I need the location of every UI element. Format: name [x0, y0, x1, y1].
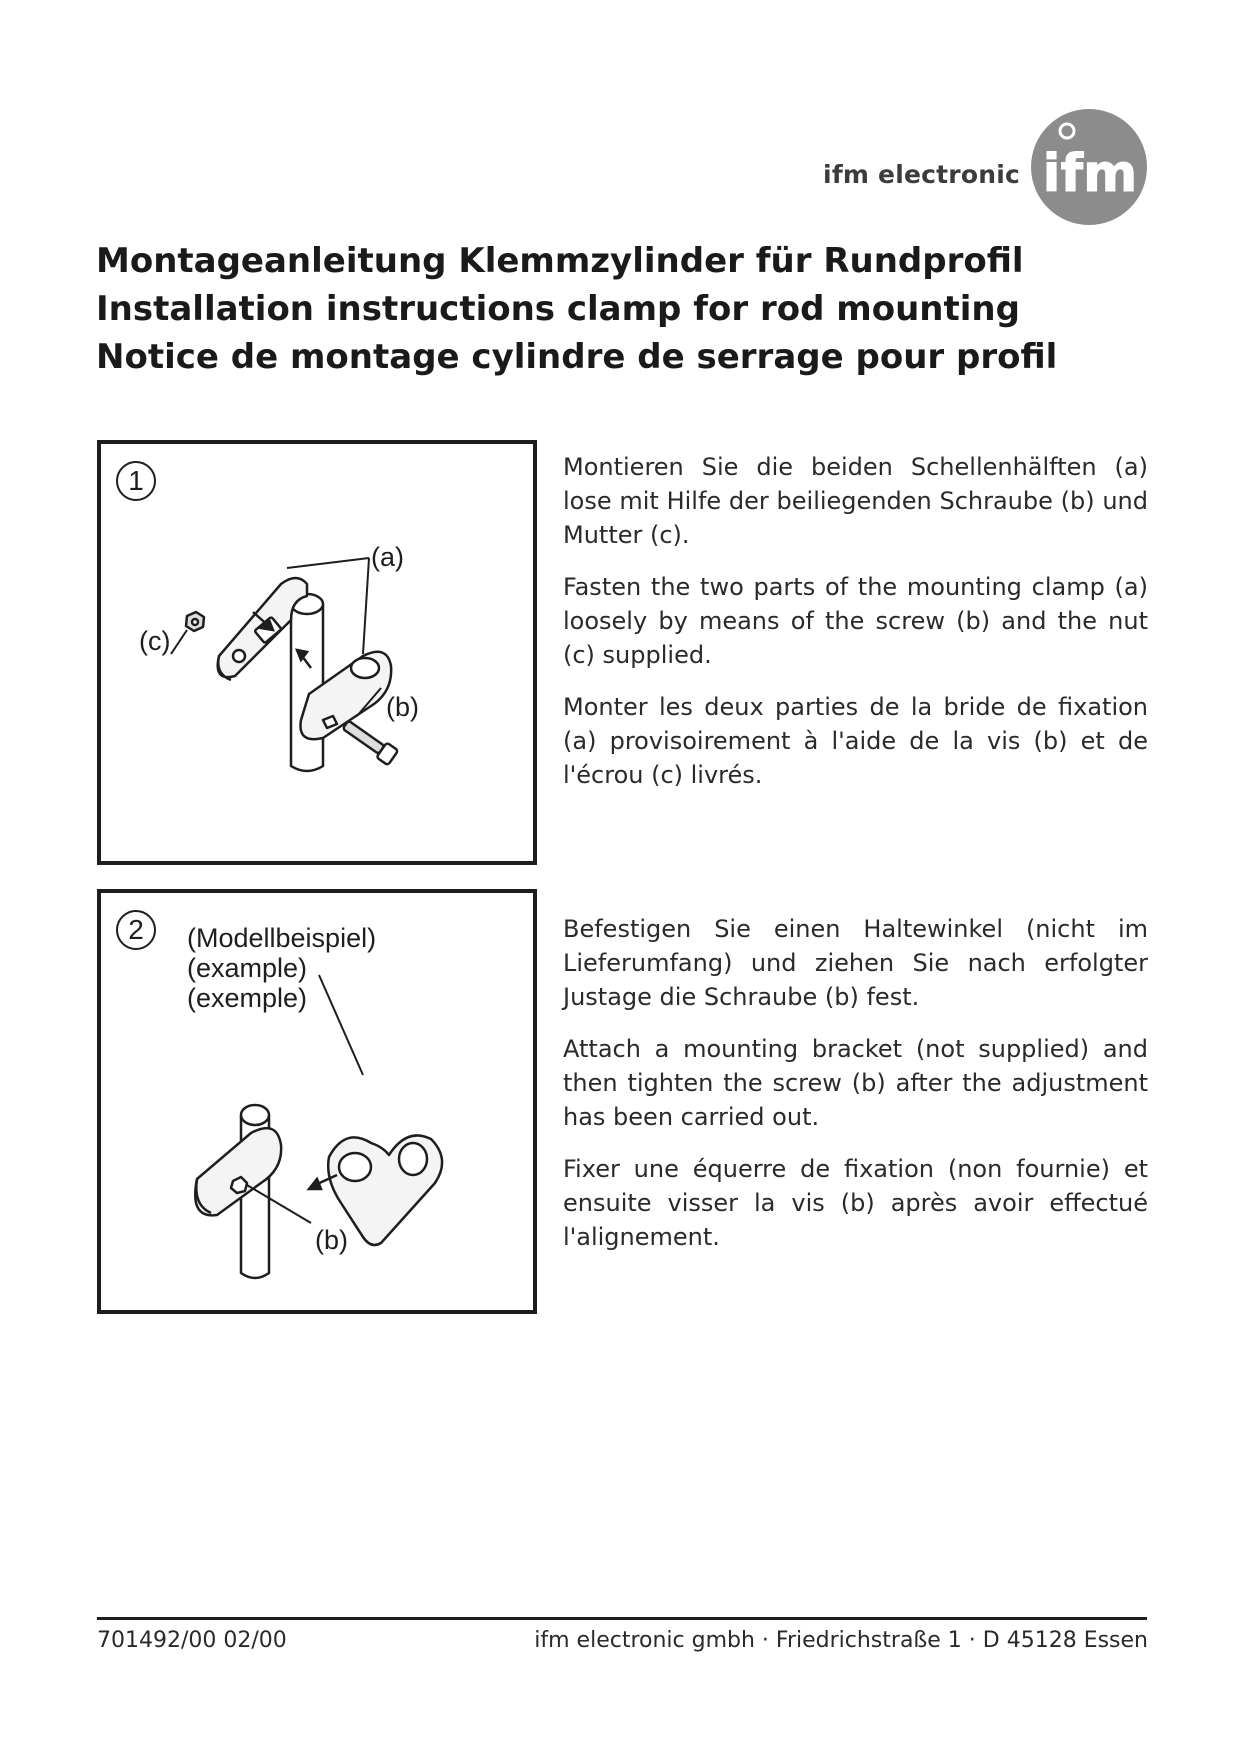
- title-block: [96, 242, 1156, 386]
- step-1-figure: [97, 440, 537, 865]
- label-c: (c): [139, 626, 171, 656]
- step-2-text: [563, 912, 1148, 1272]
- step-1-text-fr: Monter les deux parties de la bride de fixation (a) provisoirement à l'aide de la vis (b) et de l'écrou (c) livrés.: [563, 693, 1148, 789]
- title-de: Montageanleitung Klemmzylinder für Rundprofil: [96, 241, 1024, 281]
- step-2-text-fr: Fixer une équerre de fixation (non fournie) et ensuite visser la vis (b) après avoir effectué l'alignement.: [563, 1155, 1148, 1251]
- step-2-text-de: Befestigen Sie einen Haltewinkel (nicht im Lieferumfang) und ziehen Sie nach erfolgter Justage die Schraube (b) fest.: [563, 915, 1148, 1011]
- screw: [340, 717, 398, 765]
- company-address: ifm electronic gmbh · Friedrichstraße 1 · D 45128 Essen: [534, 1628, 1148, 1653]
- rod-top: [241, 1105, 269, 1125]
- label-model-fr: (exemple): [187, 983, 308, 1013]
- step-1-text-de: Montieren Sie die beiden Schellenhälften (a) lose mit Hilfe der beiliegenden Schraube (b) und Mutter (c).: [563, 453, 1148, 549]
- label-model-de: (Modellbeispiel): [187, 923, 377, 953]
- step-2-text-en: Attach a mounting bracket (not supplied) and then tighten the screw (b) after the adjustment has been carried out.: [563, 1035, 1148, 1131]
- document-number: 701492/00 02/00: [97, 1628, 287, 1653]
- svg-text:ifm: ifm: [1042, 144, 1138, 204]
- step-1-number: 1: [116, 461, 156, 501]
- ifm-logo: [1029, 107, 1149, 227]
- label-model-en: (example): [187, 953, 308, 983]
- step-1-text-en: Fasten the two parts of the mounting clamp (a) loosely by means of the screw (b) and the nut (c) supplied.: [563, 573, 1148, 669]
- label-b: (b): [315, 1225, 348, 1255]
- title-fr: Notice de montage cylindre de serrage pour profil: [96, 337, 1058, 377]
- brand-name: ifm electronic: [823, 160, 1020, 189]
- title-en: Installation instructions clamp for rod mounting: [96, 289, 1020, 329]
- footer-divider: [97, 1617, 1147, 1620]
- label-a: (a): [371, 542, 404, 572]
- step-2-figure: [97, 889, 537, 1314]
- label-b: (b): [386, 692, 419, 722]
- step-1-text: [563, 450, 1148, 810]
- step-2-number: 2: [116, 910, 156, 950]
